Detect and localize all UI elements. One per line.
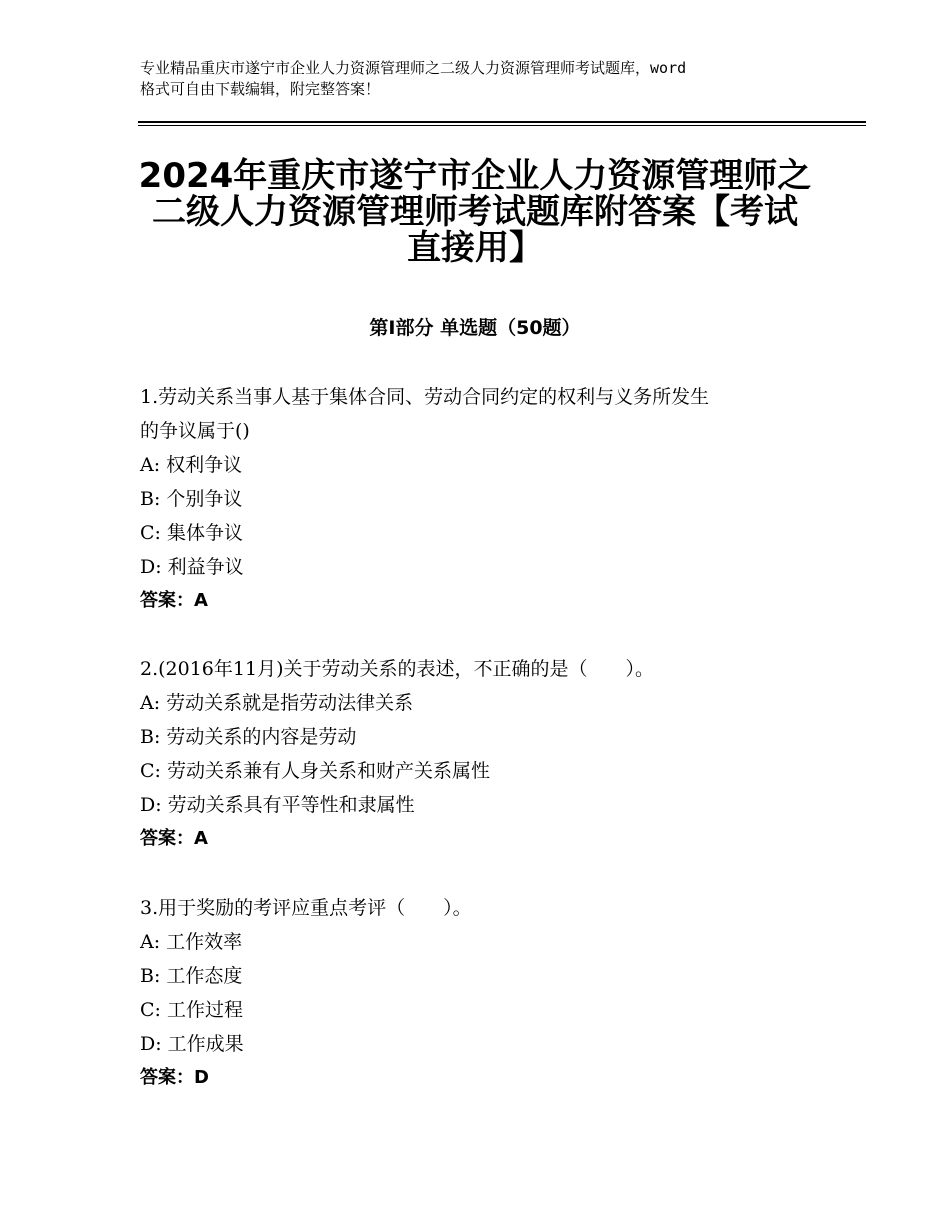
answer-label: 答案：A [140,590,208,611]
option-b: B: 工作态度 [140,965,243,987]
question-stem-line: 1.劳动关系当事人基于集体合同、劳动合同约定的权利与义务所发生 [140,386,710,408]
option-c: C: 集体争议 [140,522,243,544]
question-2 [140,652,820,856]
option-a: A: 劳动关系就是指劳动法律关系 [140,692,414,714]
title-line-3: 直接用】 [407,228,543,268]
header-divider-thin [138,125,866,126]
header-divider-thick [138,121,866,123]
option-d: D: 劳动关系具有平等性和隶属性 [140,794,415,816]
option-d: D: 利益争议 [140,556,244,578]
option-a: A: 权利争议 [140,454,243,476]
header-note-line-1: 专业精品重庆市遂宁市企业人力资源管理师之二级人力资源管理师考试题库，word [140,59,687,77]
question-1 [140,380,820,618]
question-3 [140,891,820,1095]
option-d: D: 工作成果 [140,1033,244,1055]
option-c: C: 劳动关系兼有人身关系和财产关系属性 [140,760,490,782]
header-note-line-2: 格式可自由下载编辑，附完整答案！ [140,80,381,98]
answer-label: 答案：D [140,1067,209,1088]
question-stem-line: 3.用于奖励的考评应重点考评（ ）。 [140,897,472,919]
option-c: C: 工作过程 [140,999,243,1021]
question-stem-line: 2.(2016年11月)关于劳动关系的表述，不正确的是（ ）。 [140,658,654,680]
header-note [140,58,830,100]
option-a: A: 工作效率 [140,931,243,953]
option-b: B: 劳动关系的内容是劳动 [140,726,357,748]
title-line-2: 二级人力资源管理师考试题库附答案【考试 [152,192,798,232]
title-line-1: 2024年重庆市遂宁市企业人力资源管理师之 [138,156,812,196]
document-title [120,158,830,266]
section-heading: 第Ⅰ部分 单选题（50题） [369,317,581,339]
question-stem-line: 的争议属于() [140,420,250,442]
answer-label: 答案：A [140,828,208,849]
option-b: B: 个别争议 [140,488,243,510]
